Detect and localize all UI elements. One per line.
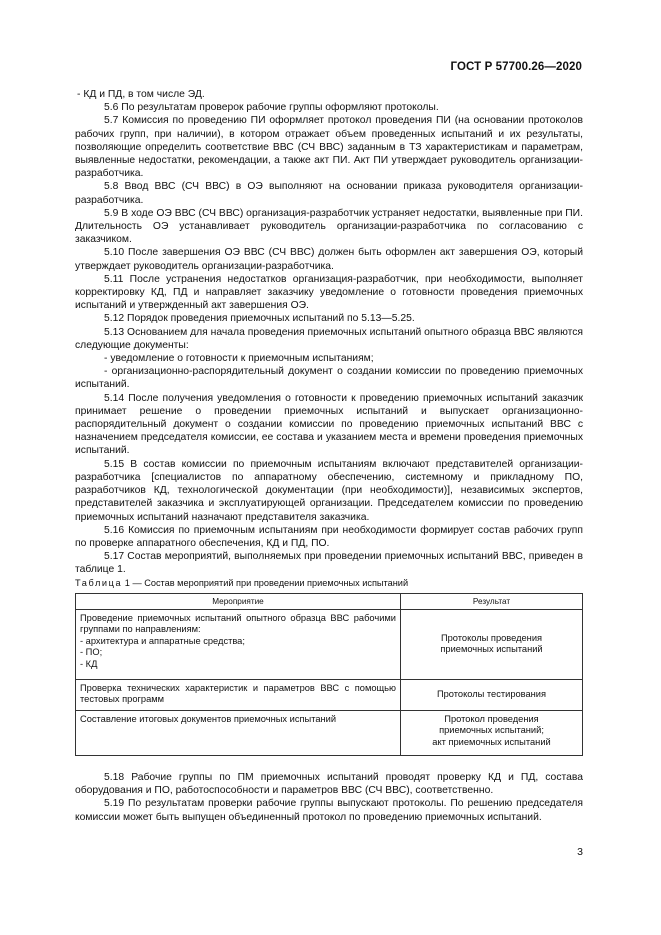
table-cell-result [401, 711, 583, 756]
cell-line: Протокол проведения [444, 714, 539, 724]
column-header-event: Мероприятие [76, 594, 401, 610]
table-row [76, 610, 583, 680]
table-cell-result [401, 610, 583, 680]
paragraph-5-14: 5.14 После получения уведомления о готовности к проведению приемочных испытаний заказчик принимает решение о проведении приемочных испытаний и выпускает организационно-распорядительный документ о создании комиссии по проведению приемочных испытаний ВВС с назначением председателя комиссии, ее состава и указанием места и времени проведения приемочных испытаний. [75, 392, 583, 457]
paragraph-5-9: 5.9 В ходе ОЭ ВВС (СЧ ВВС) организация-разработчик устраняет недостатки, выявленные при ПИ. Длительность ОЭ устанавливает руководитель организации-разработчика по согласованию с заказчиком. [75, 207, 583, 246]
paragraph-list-item: - организационно-распорядительный документ о создании комиссии по проведению приемочных испытаний. [75, 366, 583, 391]
paragraph-5-10: 5.10 После завершения ОЭ ВВС (СЧ ВВС) должен быть оформлен акт завершения ОЭ, который утверждает руководитель организации-разработчика. [75, 247, 583, 272]
paragraph-5-6: 5.6 По результатам проверок рабочие группы оформляют протоколы. [104, 102, 439, 114]
cell-line: - ПО; [80, 647, 103, 658]
body-text-top [75, 88, 583, 577]
paragraph-5-8: 5.8 Ввод ВВС (СЧ ВВС) в ОЭ выполняют на основании приказа руководителя организации-разработчика. [75, 181, 583, 206]
table-cell-event [76, 711, 401, 756]
cell-line: Протоколы проведения [440, 632, 543, 643]
paragraph-5-15: 5.15 В состав комиссии по приемочным испытаниям включают представителей организации-разработчика [специалистов по аппаратному обеспечению, системному и прикладному ПО, разработчиков КД, технологической документации (при необходимости)], независимых экспертов, представителей заказчика и эксплуатирующей организации. Председателем комиссии по проведению приемочных испытаний назначают представителя заказчика. [75, 458, 583, 523]
page-number: 3 [577, 846, 583, 858]
cell-line: - архитектура и аппаратные средства; [80, 635, 245, 646]
paragraph-5-12: 5.12 Порядок проведения приемочных испытаний по 5.13—5.25. [104, 313, 415, 325]
paragraph-5-17: 5.17 Состав мероприятий, выполняемых при проведении приемочных испытаний ВВС, приведен в таблице 1. [75, 551, 583, 576]
table-caption-text: 1 — Состав мероприятий при проведении приемочных испытаний [124, 578, 409, 588]
column-header-result: Результат [401, 594, 583, 610]
table-header-row [76, 594, 583, 610]
table-caption-label: Таблица [75, 578, 123, 588]
cell-line: акт приемочных испытаний [432, 736, 551, 747]
table-cell-event [76, 610, 401, 680]
paragraph-5-19: 5.19 По результатам проверки рабочие группы выпускают протоколы. По решению председателя комиссии может быть выпущен объединенный протокол по проведению приемочных испытаний. [75, 798, 583, 823]
document-code-header: ГОСТ Р 57700.26—2020 [450, 61, 582, 73]
cell-line: приемочных испытаний [440, 644, 543, 654]
paragraph-list-item: - уведомление о готовности к приемочным испытаниям; [104, 353, 374, 365]
paragraph-list-item: - КД и ПД, в том числе ЭД. [77, 89, 205, 100]
paragraph-5-16: 5.16 Комиссия по приемочным испытаниям при необходимости формирует состав рабочих групп по проверке аппаратного обеспечения, КД и ПД, ПО. [75, 524, 583, 549]
table-cell-result [401, 680, 583, 711]
events-table [75, 593, 583, 756]
cell-line: Протоколы тестирования [436, 688, 547, 699]
cell-line: Проверка технических характеристик и параметров ВВС с помощью тестовых программ [80, 683, 396, 705]
table-caption [75, 577, 583, 589]
paragraph-5-7: 5.7 Комиссия по проведению ПИ оформляет протокол проведения ПИ (на основании протоколов рабочих групп, при наличии), в котором отражает объем проведенных испытаний и их результаты, позволяющие определить соответствие ВВС (СЧ ВВС) заданным в ТЗ характеристикам и параметрам, выявленные недостатки, рекомендации, а также акт ПИ. Акт ПИ утверждает руководитель организации-разработчика. [75, 115, 583, 180]
paragraph-5-11: 5.11 После устранения недостатков организация-разработчик, при необходимости, выполняет корректировку КД, ПД и направляет заказчику уведомление о готовности проведения приемочных испытаний и утвержденный акт завершения ОЭ. [75, 273, 583, 312]
cell-line: приемочных испытаний; [439, 725, 544, 736]
table-row [76, 711, 583, 756]
table-row [76, 680, 583, 711]
paragraph-5-18: 5.18 Рабочие группы по ПМ приемочных испытаний проводят проверку КД и ПД, состава оборудования и ПО, работоспособности и параметров ВВС (СЧ ВВС), соответственно. [75, 772, 583, 797]
cell-line: Составление итоговых документов приемочных испытаний [80, 714, 337, 724]
paragraph-5-13: 5.13 Основанием для начала проведения приемочных испытаний опытного образца ВВС являются следующие документы: [75, 326, 583, 351]
table-cell-event [76, 680, 401, 711]
body-text-bottom [75, 771, 583, 824]
cell-line: Проведение приемочных испытаний опытного образца ВВС рабочими группами по направлениям: [80, 613, 396, 635]
cell-line: - КД [80, 658, 98, 669]
